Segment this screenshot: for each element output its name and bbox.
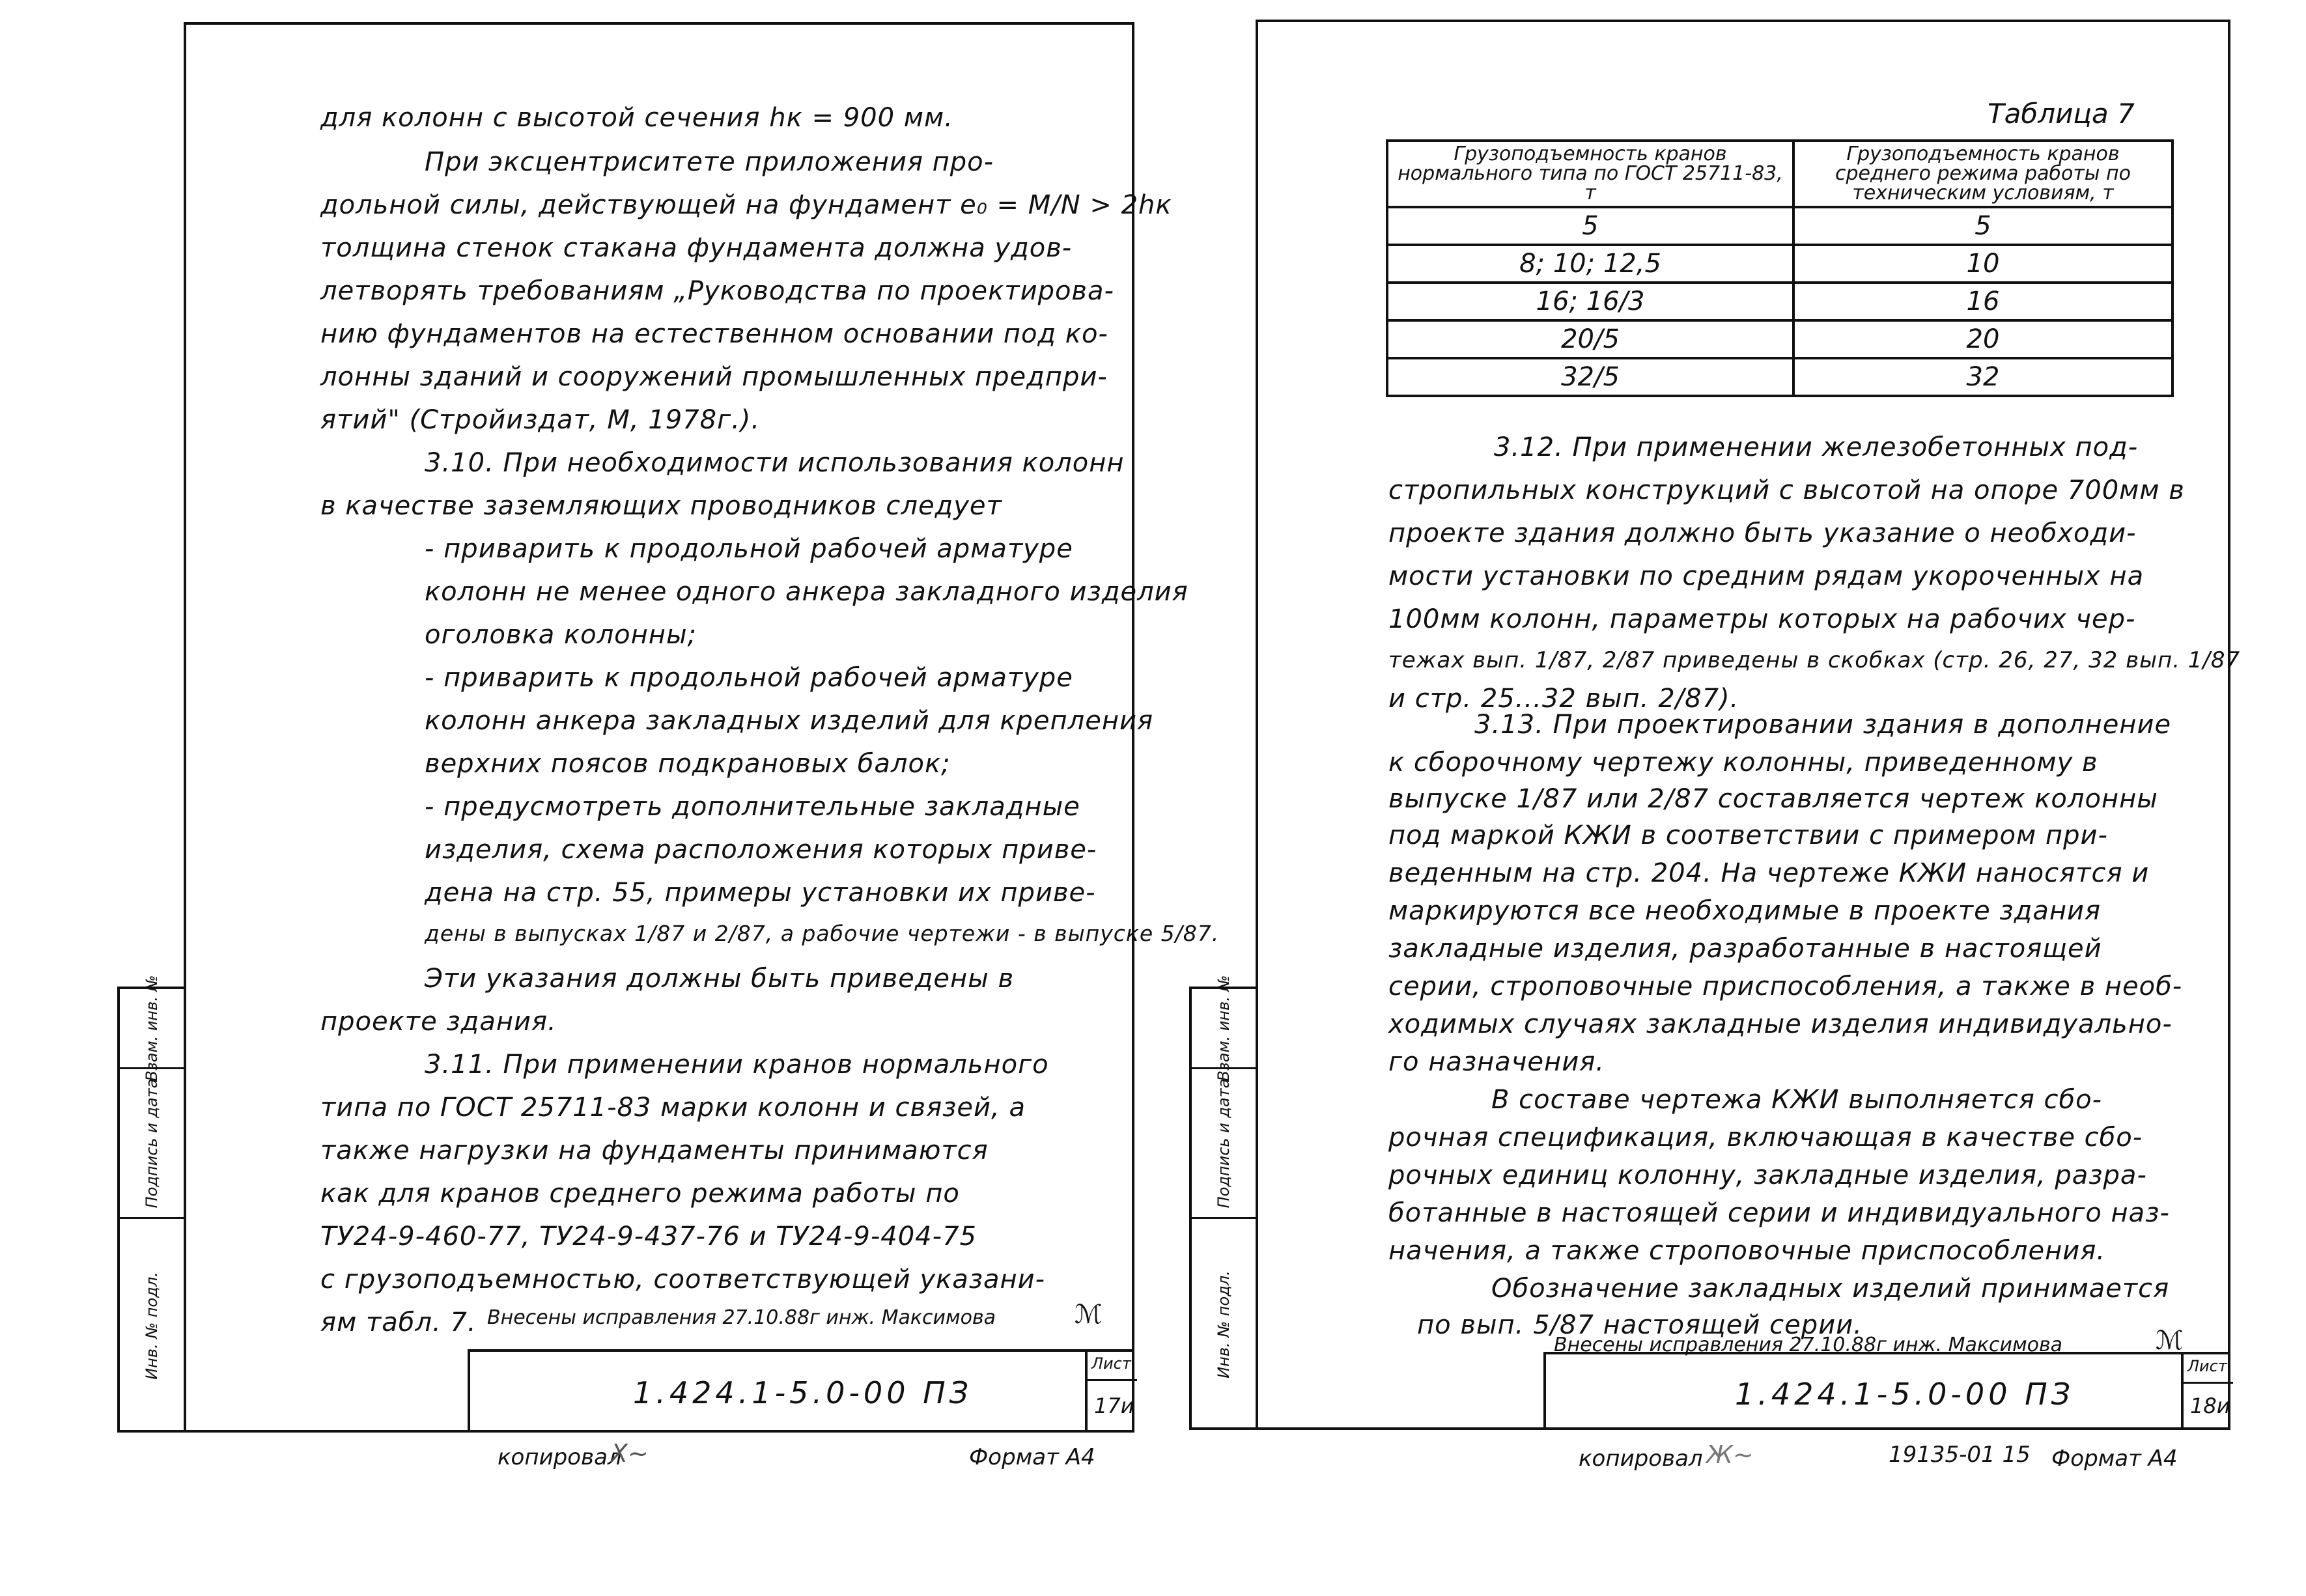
table-cell: 32/5 — [1387, 358, 1793, 396]
left-line: верхних поясов подкрановых балок; — [425, 749, 951, 779]
right-line: маркируются все необходимые в проекте здания — [1388, 896, 2102, 926]
left-line: дольной силы, действующей на фундамент e₀ = M/N > 2hк — [320, 190, 1172, 220]
left-line: проекте здания. — [320, 1007, 557, 1037]
table-7 — [1386, 139, 2174, 397]
left-line: также нагрузки на фундаменты принимаются — [320, 1136, 989, 1166]
left-line: ям табл. 7. — [320, 1308, 477, 1337]
right-sheet-divider — [2184, 1382, 2233, 1384]
left-line: колонн анкера закладных изделий для крепления — [425, 706, 1154, 736]
right-line: и стр. 25...32 вып. 2/87). — [1388, 684, 1739, 714]
right-line: выпуске 1/87 или 2/87 составляется чертеж колонны — [1388, 784, 2158, 814]
left-line: ятий" (Стройиздат, М, 1978г.). — [320, 405, 761, 435]
table-cell: 8; 10; 12,5 — [1387, 245, 1793, 283]
left-line: в качестве заземляющих проводников следует — [320, 491, 1002, 521]
right-line: к сборочному чертежу колонны, приведенному в — [1388, 748, 2098, 777]
left-drawing-code: 1.424.1-5.0-00 ПЗ — [633, 1375, 973, 1410]
right-side-strip — [1189, 975, 1258, 1430]
left-line: - приварить к продольной рабочей арматуре — [425, 534, 1073, 564]
side-label-replace: Взам. инв. № — [1215, 975, 1233, 1082]
table-title: Таблица 7 — [1988, 98, 2135, 130]
right-sheet-number: 18и — [2190, 1393, 2230, 1418]
left-line: дена на стр. 55, примеры установки их приве- — [425, 878, 1096, 908]
right-copied-label: копировал — [1579, 1446, 1703, 1472]
right-line: 3.12. При применении железобетонных под- — [1494, 432, 2139, 462]
right-format: Формат А4 — [2051, 1446, 2178, 1472]
table-cell: 5 — [1387, 207, 1793, 245]
side-label-replace: Взам. инв. № — [143, 975, 161, 1082]
left-line: нию фундаментов на естественном основании под ко- — [320, 319, 1108, 349]
table-cell: 20 — [1793, 320, 2172, 358]
left-line: При эксцентриситете приложения про- — [425, 147, 994, 177]
table-cell: 5 — [1793, 207, 2172, 245]
right-line: по вып. 5/87 настоящей серии. — [1417, 1310, 1863, 1340]
left-line: - приварить к продольной рабочей арматуре — [425, 663, 1073, 693]
left-line: типа по ГОСТ 25711-83 марки колонн и связей, а — [320, 1093, 1026, 1123]
left-format: Формат А4 — [969, 1444, 1095, 1470]
table-row — [1387, 207, 2172, 245]
table-cell: 32 — [1793, 358, 2172, 396]
right-line: веденным на стр. 204. На чертеже КЖИ наносятся и — [1388, 858, 2150, 888]
right-sheet-label: Лист — [2187, 1357, 2227, 1375]
table-header: Грузоподъемность кранов нормального типа по ГОСТ 25711-83, т — [1387, 141, 1793, 207]
left-copied-signature: Х~ — [611, 1439, 649, 1468]
left-line: для колонн с высотой сечения hк = 900 мм. — [320, 103, 953, 133]
right-line: закладные изделия, разработанные в настоящей — [1388, 934, 2102, 964]
left-side-strip — [117, 975, 186, 1433]
right-line: серии, строповочные приспособления, а также в необ- — [1388, 972, 2183, 1001]
right-line: Обозначение закладных изделий принимается — [1491, 1274, 2170, 1304]
table-row — [1387, 283, 2172, 320]
left-signature: ℳ — [1075, 1300, 1103, 1330]
table-row — [1387, 358, 2172, 396]
right-line: рочная спецификация, включающая в качестве сбо- — [1388, 1123, 2143, 1153]
table-header-row — [1387, 141, 2172, 207]
right-line: под маркой КЖИ в соответствии с примером при- — [1388, 820, 2108, 850]
right-correction-note: Внесены исправления 27.10.88г инж. Максимова — [1554, 1334, 2063, 1356]
table-row — [1387, 245, 2172, 283]
right-line: ходимых случаях закладные изделия индивидуально- — [1388, 1009, 2172, 1039]
left-line: Эти указания должны быть приведены в — [425, 964, 1015, 994]
right-line: ботанные в настоящей серии и индивидуального наз- — [1388, 1198, 2170, 1228]
left-sheet-divider — [1088, 1379, 1137, 1381]
left-line: летворять требованиям „Руководства по проектирова- — [320, 276, 1114, 306]
left-sheet-cell — [1085, 1352, 1137, 1433]
side-label-signature: Подпись и дата — [143, 1078, 161, 1208]
left-line: 3.10. При необходимости использования колонн — [425, 448, 1125, 478]
left-line: изделия, схема расположения которых приве- — [425, 835, 1097, 865]
left-line: лонны зданий и сооружений промышленных предпри- — [320, 362, 1108, 392]
left-sheet-number: 17и — [1094, 1393, 1134, 1418]
left-line: - предусмотреть дополнительные закладные — [425, 792, 1080, 822]
side-cell-3 — [120, 1217, 184, 1432]
right-line: рочных единиц колонну, закладные изделия, разра- — [1388, 1160, 2147, 1190]
left-line: 3.11. При применении кранов нормального — [425, 1050, 1049, 1080]
left-title-block — [468, 1349, 1134, 1433]
right-line: го назначения. — [1388, 1047, 1605, 1077]
right-drawing-code: 1.424.1-5.0-00 ПЗ — [1735, 1377, 2075, 1412]
left-line: ТУ24-9-460-77, ТУ24-9-437-76 и ТУ24-9-404-75 — [320, 1222, 977, 1252]
table-cell: 20/5 — [1387, 320, 1793, 358]
right-line: В составе чертежа КЖИ выполняется сбо- — [1491, 1085, 2103, 1115]
side-label-signature: Подпись и дата — [1215, 1078, 1233, 1208]
right-line: 100мм колонн, параметры которых на рабочих чер- — [1388, 604, 2136, 634]
right-title-block — [1543, 1352, 2230, 1430]
side-cell-3 — [1192, 1217, 1256, 1429]
table-header: Грузоподъемность кранов среднего режима работы по техническим условиям, т — [1793, 141, 2172, 207]
table-cell: 16; 16/3 — [1387, 283, 1793, 320]
left-copied-label: копировал — [498, 1444, 622, 1470]
right-line: начения, а также строповочные приспособления. — [1388, 1236, 2106, 1266]
table-cell: 16 — [1793, 283, 2172, 320]
table-cell: 10 — [1793, 245, 2172, 283]
right-line: проекте здания должно быть указание о необходи- — [1388, 518, 2137, 548]
left-line: оголовка колонны; — [425, 620, 697, 650]
right-sheet-cell — [2181, 1354, 2233, 1430]
right-order-number: 19135-01 15 — [1889, 1442, 2031, 1468]
left-correction-note: Внесены исправления 27.10.88г инж. Максимова — [487, 1306, 996, 1329]
right-line: тежах вып. 1/87, 2/87 приведены в скобках (стр. 26, 27, 32 вып. 1/87 — [1388, 647, 2241, 673]
right-line: стропильных конструкций с высотой на опоре 700мм в — [1388, 475, 2185, 505]
right-copied-signature: Ж~ — [1706, 1440, 1754, 1469]
side-label-inv: Инв. № подл. — [143, 1271, 161, 1380]
right-line: мости установки по средним рядам укороченных на — [1388, 561, 2144, 591]
side-cell-1 — [1192, 975, 1256, 1082]
left-line: дены в выпусках 1/87 и 2/87, а рабочие чертежи - в выпуске 5/87. — [425, 921, 1220, 946]
side-cell-2 — [1192, 1067, 1256, 1217]
left-line: толщина стенок стакана фундамента должна удов- — [320, 233, 1073, 263]
table-row — [1387, 320, 2172, 358]
right-signature: ℳ — [2156, 1326, 2184, 1356]
side-cell-2 — [120, 1067, 184, 1217]
side-label-inv: Инв. № подл. — [1215, 1270, 1233, 1379]
left-line: как для кранов среднего режима работы по — [320, 1179, 960, 1209]
side-cell-1 — [120, 975, 184, 1082]
right-line: 3.13. При проектировании здания в дополнение — [1474, 710, 2172, 740]
left-line: колонн не менее одного анкера закладного изделия — [425, 577, 1188, 607]
left-sheet-label: Лист — [1091, 1354, 1131, 1373]
left-line: с грузоподъемностью, соответствующей указани- — [320, 1265, 1046, 1295]
